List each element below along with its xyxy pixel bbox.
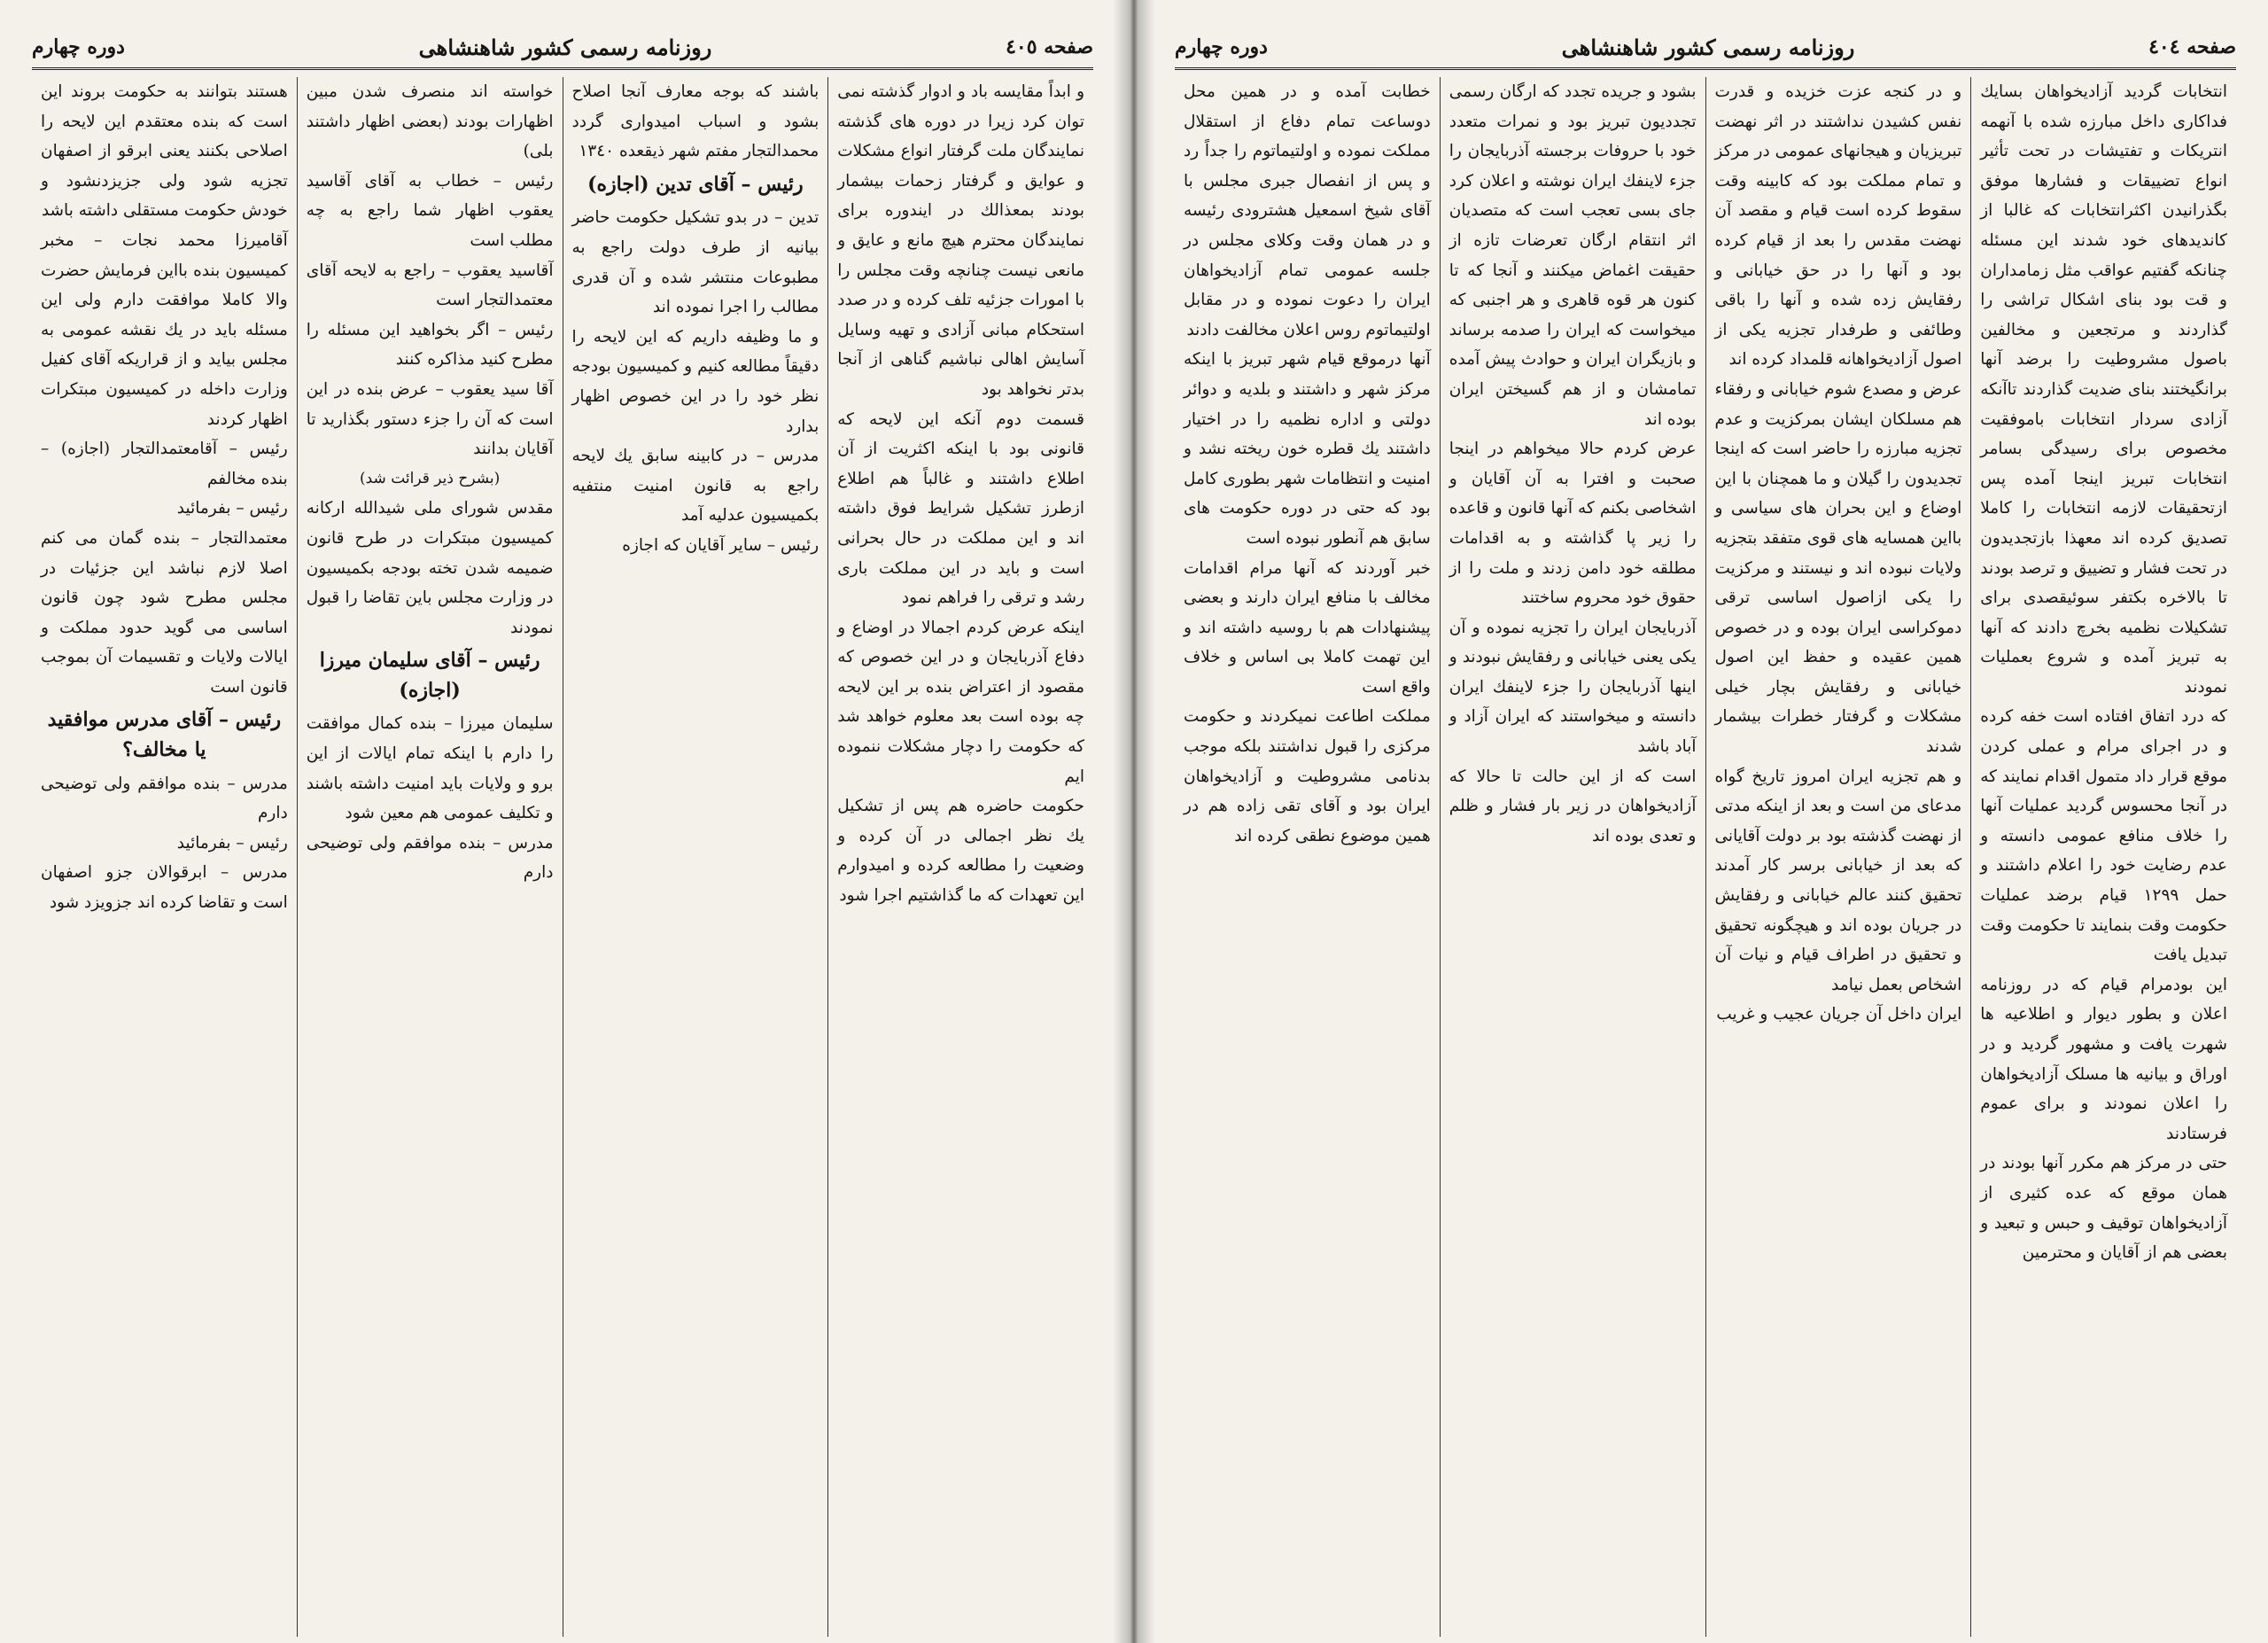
paragraph: معتمدالتجار – بنده گمان می کنم اصلا لازم نباشد این جزئیات در مجلس مطرح شود چون قانون اساسی می گوید حدود مملکت و ایالات ولایات و تقسیمات آن بموجب قانون است [41, 528, 288, 697]
paragraph: و ابداً مقایسه باد و ادوار گذشته نمی توان کرد زیرا در دوره های گذشته نمایندگان ملت گرفتار انواع مشکلات و عوایق و گرفتار زحمات بیشمار بودند بمعذالك در ایندوره برای نمایندگان محترم هیچ مانع و عایق و مانعی نیست چنانچه وقت مجلس را با امورات جزئیه تلف کرده و در صدد استحکام مبانی آزادی و تهیه وسایل آسایش اهالی نباشیم گناهی از آنجا بدتر نخواهد بود [837, 82, 1084, 399]
speaker-heading: رئیس – آقای تدین (اجازه) [587, 172, 804, 196]
paragraph: آنها درموقع قیام شهر تبریز با اینکه مرکز شهر و داشتند و بلدیه و دوائر دولتی و اداره نظمیه را در اختیار داشتند یك قطره خون ریخته نشد و امنیت و انتظامات شهر بطوری کامل بود که حتی در دوره حکومت های سابق هم آنطور نبوده است [1184, 350, 1431, 548]
paragraph: رئیس – بفرمائید [176, 499, 288, 518]
reading-note: (بشرح ذیر قرائت شد) [360, 469, 501, 487]
speaker-heading: رئیس – آقای مدرس موافقید یا مخالف؟ [47, 708, 282, 762]
issue-label: دوره چهارم [32, 35, 125, 58]
paragraph: رئیس – بفرمائید [176, 833, 288, 853]
column-2 [563, 77, 828, 1637]
paragraph: انتخابات گردید آزادیخواهان بسایك فداکاری داخل مبارزه شده با آنهمه انتریکات و تفتیشات در تحت تأثیر انواع تضییقات و فشارها موفق بگذرانیدن اکثرانتخابات که غالبا از کاندیدهای خود شدند این مسئله چنانکه گفتیم عواقب مثل زمامداران و قت بود بنای اشکال تراشی را گذاردند و مرتجعین و مخالفین باصول مشروطیت را برضد آنها برانگیختند بنای ضدیت گذاردند تاآنکه آزادی سردار انتخابات باموفقیت مخصوص برای رسیدگی بسامر انتخابات تبریز اینجا آمده پس ازتحقیقات لازمه انتخابات را کاملا تصدیق کرده اند معهذا بازتجدیدون در تحت فشار و تضییق و ترصد بودند تا بالاخره بکتفر سوئیقصدی برای تشکیلات نظمیه بخرچ دادند که آنها به تبریز آمده و شروع بعملیات نمودند [1980, 82, 2227, 697]
paragraph: رئیس – خطاب به آقای آقاسید یعقوب اظهار شما راجع به چه مطلب است [306, 171, 554, 250]
speaker-heading: رئیس – آقای سلیمان میرزا (اجازه) [319, 649, 540, 702]
paragraph: هستند بتوانند به حکومت بروند این است که بنده معتقدم این لایحه را اصلاحی بکنند یعنی ابرقو از اصفهان تجزیه شود ولی جزیزدنشود و خودش حکومت مستقلی داشته باشد [41, 82, 288, 221]
paragraph: آقاسید یعقوب – راجع به لایحه آقای معتمدالتجار است [306, 261, 554, 310]
page-number: صفحه ٤٠٥ [1006, 35, 1093, 58]
column-2 [1705, 77, 1971, 1637]
newspaper-title: روزنامه رسمی کشور شاهنشاهی [1561, 34, 1855, 60]
page-header [1175, 27, 2236, 70]
paragraph: که درد اتفاق افتاده است خفه کرده و در اجرای مرام و عملی کردن موقع قرار داد متمول اقدام نمایند که در آنجا محسوس گردید عملیات آنها را خلاف منافع عمومی دانسته و عدم رضایت خود را اعلام داشتند و حمل ۱۲۹۹ قیام برضد عملیات حکومت وقت بنمایند تا حکومت وقت تبدیل یافت [1980, 707, 2227, 965]
paragraph: رئیس – سایر آقایان که اجازه [622, 535, 819, 555]
paragraph: و در کنجه عزت خزیده و قدرت نفس کشیدن نداشتند در اثر نهضت تبریزیان و هیجانهای عمومی در مرکز و تمام مملکت بود که کابینه وقت سقوط کرده است قیام و مقصد آن نهضت مقدس را بعد از قیام کرده بود و آنها را در حق خیابانی و رفقایش زده شده و آنها را باقی وطائفی و طرفدار تجزیه یکی از اصول آزادیخواهانه قلمداد کرده اند [1714, 82, 1962, 370]
paragraph: حتی در مرکز هم مکرر آنها بودند در همان موقع که عده کثیری از آزادیخواهان توقیف و حبس و تبعید و بعضی هم از آقایان و محترمین [1980, 1154, 2227, 1263]
paragraph: و ما وظیفه داریم که این لایحه را دقیقاً مطالعه کنیم و کمیسیون بودجه نظر خود را در این خصوص اظهار بدارد [571, 327, 819, 436]
columns [32, 77, 1093, 1637]
page-number: صفحه ٤٠٤ [2148, 35, 2236, 58]
paragraph: و هم تجزیه ایران امروز تاریخ گواه مدعای من است و بعد از اینکه مدتی از نهضت گذشته بود بر دولت آقایانی که بعد از خیابانی برسر کار آمدند تحقیق کنند عالم خیابانی و رفقایش در جریان بوده اند و هیچگونه تحقیق و تحقیق در اطراف قیام و نیات آن اشخاص بعمل نیامد [1714, 767, 1962, 994]
paragraph: حکومت حاضره هم پس از تشکیل يك نظر اجمالی در آن کرده و وضعیت را مطالعه کرده و امیدوارم این تعهدات که ما گذاشتیم اجرا شود [837, 797, 1084, 906]
paragraph: آقامیرزا محمد نجات – مخبر کمیسیون بنده بااین فرمایش حضرت والا کاملا موافقت دارم ولی این مسئله باید در یك نقشه عمومی به مجلس بیاید و از قراریکه آقای کفیل وزارت داخله در کمیسیون مبتکرات اظهار کردند [41, 230, 288, 429]
column-3 [297, 77, 563, 1637]
paragraph: تدین – در بدو تشکیل حکومت حاضر بیانیه از طرف دولت راجع به مطبوعات منتشر شده و آن قدری مطالب را اجرا نموده اند [571, 208, 819, 317]
page-gutter [1113, 0, 1155, 1643]
issue-label: دوره چهارم [1175, 35, 1268, 58]
paragraph: مملکت اطاعت نمیکردند و حکومت مرکزی را قبول نداشتند بلکه موجب بدنامی مشروطیت و آزادیخواهان ایران بود و آقای تقی زاده هم در همین موضوع نطقی کرده اند [1184, 707, 1431, 845]
paragraph: سلیمان میرزا – بنده کمال موافقت را دارم با اینکه تمام ایالات از این برو و ولایات باید امنیت داشته باشند و تکلیف عمومی هم معین شود [306, 714, 554, 823]
paragraph: خبر آوردند که آنها مرام اقدامات مخالف با منافع ایران دارند و بعضی پیشنهادات هم با روسیه داشته اند و این تهمت کاملا بی اساس و خلاف واقع است [1184, 558, 1431, 697]
paragraph: مدرس – در کابینه سابق یك لایحه راجع به قانون امنیت منتفیه بکمیسیون عدلیه آمد [571, 447, 819, 526]
paragraph: قسمت دوم آنکه این لایحه که قانونی بود با اینکه اکثریت از آن اطلاع داشتند و غالباً هم اطلاع ازطرز تشکیل شرایط فوق داشته اند و این مملکت در حال بحرانی است و باید در این مملکت باری رشد و ترقی را فراهم نمود [837, 409, 1084, 608]
page-header [32, 27, 1093, 70]
paragraph: باشند که بوجه معارف آنجا اصلاح بشود و اسباب امیدواری گردد محمدالتجار مفتم شهر ذیقعده ۱۳٤۰ [571, 82, 819, 161]
paragraph: خواسته اند منصرف شدن مبین اظهارات بودند (بعضی اظهار داشتند بلی) [306, 82, 554, 161]
paragraph: اینکه عرض کردم اجمالا در اوضاع و دفاع آذربایجان و در این خصوص که مقصود از اعتراض بنده بر این لایحه چه بوده است بعد معلوم خواهد شد که حکومت را دچار مشکلات ننموده ایم [837, 618, 1084, 786]
paragraph: مدرس – بنده موافقم ولی توضیحی دارم [41, 774, 288, 823]
paragraph: عرض و مصدع شوم خیابانی و رفقاء هم مسلکان ایشان بمرکزیت و عدم تجزیه مبارزه را حاضر است که اینجا تجدیدون را گیلان و ما همچنان با این اوضاع و این بحران های سیاسی و بااین همسایه های قوی متفقد بتجزیه ولایات نبوده اند و نیستند و مرکزیت را یکی ازاصول اساسی ترقی دموکراسی ایران بوده و در خصوص همین عقیده و حفظ این اصول خیابانی و رفقایش بچار خیلی مشکلات و گرفتار خطرات بیشمار شدند [1714, 379, 1962, 757]
columns [1175, 77, 2236, 1637]
newspaper-title: روزنامه رسمی کشور شاهنشاهی [418, 34, 712, 60]
page-404 [1134, 0, 2268, 1643]
column-4 [32, 77, 297, 1637]
column-4 [1175, 77, 1440, 1637]
paragraph: ایران داخل آن جریان عجیب و غریب [1716, 1005, 1962, 1024]
paragraph: آذربایجان ایران را تجزیه نموده و آن یکی یعنی خیابانی و رفقایش نبودند و اینها آذربایجان را جزء لاینفك ایران دانسته و میخواستند که ایران آزاد و آباد باشد [1449, 618, 1697, 757]
paragraph: مقدس شورای ملی شیدالله ارکانه کمیسیون مبتکرات در طرح قانون ضمیمه شدن تخته بودجه بکمیسیون در وزارت مجلس باین تقاضا را قبول نمودند [306, 499, 554, 637]
column-3 [1440, 77, 1705, 1637]
paragraph: عرض کردم حالا میخواهم در اینجا صحبت و افترا به آن آقایان و اشخاصی بکنم که آنها قانون و قاعده را زیر پا گذاشته و به اقدامات مطلقه خود دامن زدند و ملت را از حقوق خود محروم ساختند [1449, 440, 1697, 608]
paragraph: است که از این حالت تا حالا که آزادیخواهان در زیر بار فشار و ظلم و تعدی بوده اند [1449, 767, 1697, 845]
paragraph: رئیس – آقامعتمدالتجار (اجازه) – بنده مخالفم [41, 440, 288, 488]
paragraph: مدرس – بنده موافقم ولی توضیحی دارم [306, 833, 554, 883]
column-1 [827, 77, 1093, 1637]
paragraph: بشود و جریده تجدد که ارگان رسمی تجددیون تبریز بود و نمرات متعدد خود با حروفات برجسته آذربایجان را جزء لاینفك ایران نوشته و اعلان کرد جای بسی تعجب است که متصدیان اثر انتقام ارگان تعرضات تازه از حقیقت اغماض میکنند و آنجا که تا کنون هر قوه قاهری و هر اجنبی که میخواست که ایران را صدمه برساند و بازیگران ایران و حوادث پیش آمده تمامشان و از هم گسیختن ایران بوده اند [1449, 82, 1697, 429]
paragraph: مدرس – ابرقوالان جزو اصفهان است و تقاضا کرده اند جزویزد شود [41, 863, 288, 913]
column-1 [1970, 77, 2236, 1637]
paragraph: این بودمرام قیام که در روزنامه اعلان و بطور دیوار و اطلاعیه ها شهرت یافت و مشهور گردید و در اوراق و بیانیه ها مسلک آزادیخواهان را اعلان نمودند و برای عموم فرستادند [1980, 975, 2227, 1143]
paragraph: خطابت آمده و در همین محل دوساعت تمام دفاع از استقلال مملکت نموده و اولتیماتوم را جداً رد و پس از انفصال جبری مجلس با آقای شیخ اسمعیل هشترودی رئیسه و در همان وقت وکلای مجلس در جلسه عمومی تمام آزادیخواهان ایران را دعوت نموده و در مقابل اولتیماتوم روس اعلان مخالفت دادند [1184, 82, 1431, 339]
paragraph: آقا سید یعقوب – عرض بنده در این است که آن را جزء دستور بگذارید تا آقایان بدانند [306, 379, 554, 459]
paragraph: رئیس – اگر بخواهید این مسئله را مطرح کنید مذاکره کنند [306, 320, 554, 370]
